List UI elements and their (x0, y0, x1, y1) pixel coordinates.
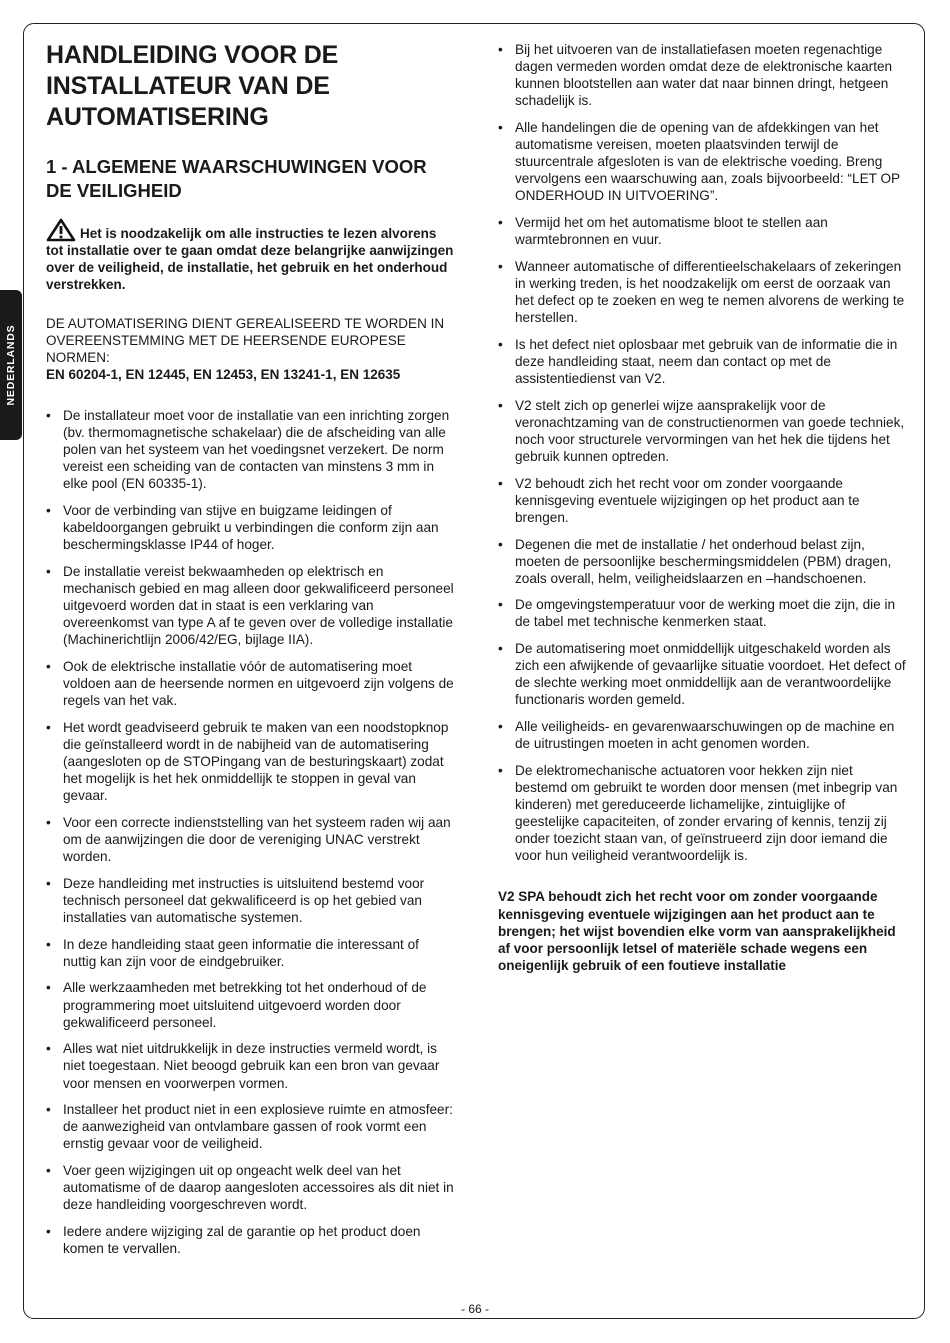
bullet-marker: • (498, 597, 503, 613)
bullet-text: Installeer het product niet in een explosieve ruimte en atmosfeer: de aanwezigheid van ontvlambare gassen of rook vormt een ernstig gevaar voor de veiligheid. (63, 1102, 453, 1152)
left-column (46, 40, 454, 1267)
bullet-text: De elektromechanische actuatoren voor hekken zijn niet bestemd om gebruikt te worden door mensen (met inbegrip van kinderen) met gereduceerde lichamelijke, zintuiglijke of geestelijke capaciteiten, of zonder ervaring of kennis, tenzij zij onder toezicht staan van, of geïnstrueerd zijn door iemand die voor hun veiligheid verantwoordelijk is. (515, 762, 898, 864)
right-bullet-list (498, 41, 906, 864)
bullet-item (498, 41, 906, 109)
bullet-item (498, 762, 906, 865)
bullet-marker: • (46, 1223, 51, 1239)
bullet-item (46, 936, 454, 970)
right-column (498, 41, 906, 988)
bullet-item (46, 875, 454, 926)
norms-paragraph (46, 315, 454, 383)
bullet-marker: • (46, 563, 51, 579)
bullet-text: De automatisering moet onmiddellijk uitgeschakeld worden als zich een afwijkende of gevaarlijke situatie voordoet. Het defect of de slechte werking moet onmiddellijk aan de verantwoordelijke functionaris worden gemeld. (515, 641, 906, 708)
bullet-text: V2 behoudt zich het recht voor om zonder voorgaande kennisgeving eventuele wijzigingen op het product aan te brengen. (515, 475, 860, 525)
bullet-item (46, 502, 454, 553)
bullet-item (498, 397, 906, 465)
bullet-item (498, 214, 906, 248)
bullet-item (46, 1162, 454, 1213)
bullet-text: Wanneer automatische of differentieelschakelaars of zekeringen in werking treden, is het noodzakelijk om eerst de oorzaak van het defect op te zoeken en weg te nemen alvorens de werking te herstellen. (515, 258, 905, 326)
bullet-text: Vermijd het om het automatisme bloot te stellen aan warmtebronnen en vuur. (515, 215, 828, 248)
bullet-text: Voer geen wijzigingen uit op ongeacht welk deel van het automatisme of de daarop aangesloten accessoires als dit niet in deze handleiding voorgeschreven wordt. (63, 1163, 454, 1213)
norms-text: DE AUTOMATISERING DIENT GEREALISEERD TE WORDEN IN OVEREENSTEMMING MET DE HEERSENDE EUROPESE NORMEN: (46, 316, 445, 365)
bullet-item (498, 536, 906, 587)
bullet-marker: • (46, 1041, 51, 1057)
bullet-marker: • (46, 408, 51, 423)
bullet-text: Iedere andere wijziging zal de garantie op het product doen komen te vervallen. (63, 1223, 421, 1257)
bullet-marker: • (46, 659, 51, 674)
bullet-text: Voor een correcte indienststelling van het systeem raden wij aan om de aanwijzingen die door de vereniging UNAC verstrekt worden. (63, 814, 451, 865)
bullet-item (498, 258, 906, 326)
bullet-text: In deze handleiding staat geen informatie die interessant of nuttig kan zijn voor de eindgebruiker. (63, 936, 419, 969)
bullet-item (46, 407, 454, 492)
bullet-item (46, 719, 454, 804)
bullet-marker: • (46, 980, 51, 996)
bullet-item (46, 563, 454, 648)
bullet-marker: • (498, 42, 503, 57)
bullet-marker: • (498, 119, 503, 135)
bullet-text: V2 stelt zich op generlei wijze aansprakelijk voor de veronachtzaming van de constructienormen van goede techniek, noch voor structurele vervormingen van het hek die tijdens het gebruik kunnen optreden. (515, 397, 905, 464)
bullet-text: Alle veiligheids- en gevarenwaarschuwingen op de machine en de uitrustingen moeten in acht genomen worden. (515, 719, 895, 752)
bullet-marker: • (498, 641, 503, 657)
bullet-item (46, 1040, 454, 1091)
language-side-tab-label: NEDERLANDS (5, 324, 17, 406)
bullet-text: Is het defect niet oplosbaar met gebruik van de informatie die in deze handleiding staat, neem dan contact op met de assistentiedienst van V2. (515, 336, 898, 386)
bullet-marker: • (498, 397, 503, 413)
bullet-item (498, 475, 906, 526)
bullet-marker: • (498, 719, 503, 735)
bullet-marker: • (46, 814, 51, 830)
bullet-item (498, 640, 906, 708)
norms-list: EN 60204-1, EN 12445, EN 12453, EN 13241-1, EN 12635 (46, 367, 401, 382)
page-title: HANDLEIDING VOOR DE INSTALLATEUR VAN DE AUTOMATISERING (46, 41, 339, 131)
bullet-text: Alle handelingen die de opening van de afdekkingen van het automatisme vereisen, moeten plaatsvinden terwijl de stuurcentrale afgesloten is van de elektrische voeding. Breng vervolgens een waarschuwing aan, zoals bijvoorbeeld: “LET OP ONDERHOUD IN UITVOERING”. (515, 119, 900, 204)
bullet-item (498, 119, 906, 204)
bullet-marker: • (498, 336, 503, 352)
bullet-marker: • (498, 475, 503, 491)
bullet-item (46, 658, 454, 709)
bullet-item (498, 718, 906, 752)
bullet-text: Degenen die met de installatie / het onderhoud belast zijn, moeten de persoonlijke beschermingsmiddelen (PBM) dragen, zoals overall, helm, veiligheidslaarzen en –handschoenen. (515, 536, 892, 586)
bullet-item (498, 336, 906, 387)
bullet-item (46, 814, 454, 865)
bullet-text: De installateur moet voor de installatie van een inrichting zorgen (bv. thermomagnetische schakelaar) die de afscheiding van alle polen van het systeem van het voedingsnet verzekert. De norm vereist een scheiding van de contacten van minstens 3 mm in elke pool (EN 60335-1). (63, 408, 450, 492)
bullet-marker: • (46, 503, 51, 519)
bullet-item (46, 1101, 454, 1152)
warning-text: Het is noodzakelijk om alle instructies te lezen alvorens tot installatie over te gaan omdat deze belangrijke aanwijzingen over de veiligheid, de installatie, het gebruik en het onderhoud verstrekken. (46, 226, 454, 292)
bullet-marker: • (498, 215, 503, 231)
disclaimer-note: V2 SPA behoudt zich het recht voor om zonder voorgaande kennisgeving eventuele wijzigingen aan het product aan te brengen; het wijst bovendien elke vorm van aansprakelijkheid af voor persoonlijk letsel of materiële schade wegens een oneigenlijk gebruik of een foutieve installatie (498, 889, 896, 974)
bullet-text: Het wordt geadviseerd gebruik te maken van een noodstopknop die geïnstalleerd wordt in de nabijheid van de automatisering (aangesloten op de STOPingang van de besturingskaart) zodat het mogelijk is het hek onmiddellijk te stoppen in geval van gevaar. (63, 719, 449, 804)
page-number: - 66 - (460, 1302, 489, 1316)
bullet-text: Voor de verbinding van stijve en buigzame leidingen of kabeldoorgangen gebruikt u verbindingen die conform zijn aan beschermingsklasse IP44 of hoger. (63, 503, 439, 553)
bullet-text: Bij het uitvoeren van de installatiefasen moeten regenachtige dagen vermeden worden omdat deze de elektronische kaarten kunnen blootstellen aan water dat naar binnen dringt, hetgeen schadelijk is. (515, 42, 893, 109)
bullet-text: Ook de elektrische installatie vóór de automatisering moet voldoen aan de heersende normen en uitgevoerd zijn volgens de regels van het vak. (63, 659, 454, 709)
left-bullet-list (46, 407, 454, 1257)
bullet-marker: • (46, 1163, 51, 1179)
bullet-text: Alle werkzaamheden met betrekking tot het onderhoud of de programmering moet uitsluitend uitgevoerd worden door gekwalificeerd personeel. (63, 980, 427, 1030)
bullet-marker: • (498, 536, 503, 552)
bullet-text: Alles wat niet uitdrukkelijk in deze instructies vermeld wordt, is niet toegestaan. Niet beoogd gebruik kan een bron van gevaar voor mensen en voorwerpen vormen. (63, 1041, 440, 1091)
bullet-marker: • (498, 762, 503, 778)
bullet-text: Deze handleiding met instructies is uitsluitend bestemd voor technisch personeel dat gekwalificeerd is op het gebied van installaties van automatische systemen. (63, 875, 425, 925)
safety-warning (46, 218, 454, 293)
bullet-marker: • (46, 719, 51, 735)
bullet-text: De omgevingstemperatuur voor de werking moet die zijn, die in de tabel met technische kenmerken staat. (515, 597, 896, 630)
bullet-marker: • (498, 258, 503, 274)
bullet-marker: • (46, 1102, 51, 1118)
bullet-item (498, 596, 906, 630)
bullet-item (46, 1223, 454, 1257)
bullet-marker: • (46, 936, 51, 952)
section-title: 1 - ALGEMENE WAARSCHUWINGEN VOOR DE VEILIGHEID (46, 156, 427, 201)
bullet-marker: • (46, 875, 51, 891)
bullet-text: De installatie vereist bekwaamheden op elektrisch en mechanisch gebied en mag alleen door gekwalificeerd personeel uitgevoerd worden dat in staat is een verklaring van overeenkomst van type A af te geven over de volledige installatie (Machinerichtlijn 2006/42/EG, bijlage IIA). (63, 563, 454, 648)
warning-triangle-icon (46, 218, 76, 242)
bullet-item (46, 979, 454, 1030)
